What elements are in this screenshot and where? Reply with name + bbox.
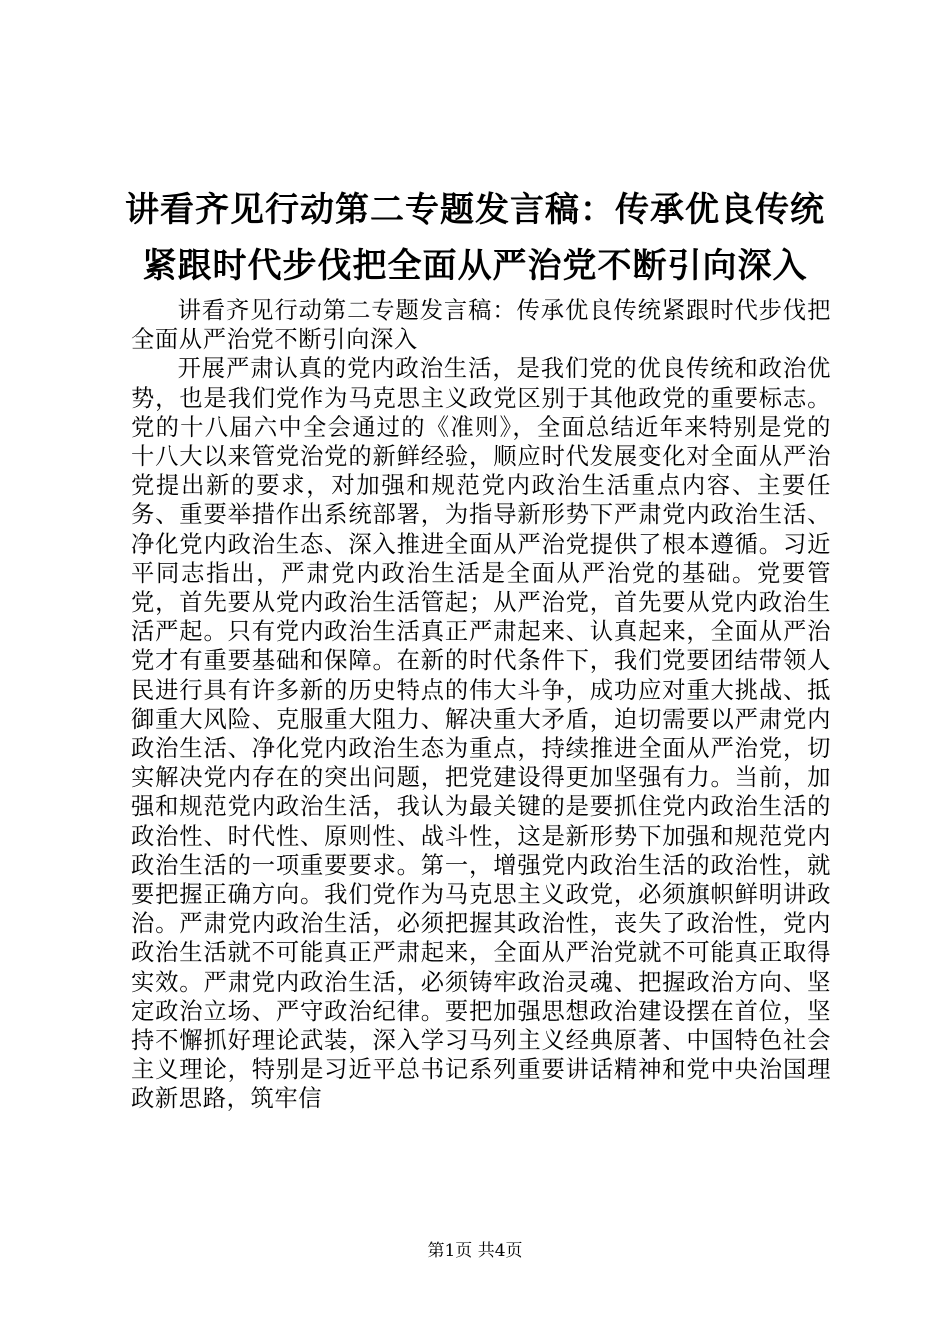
document-body — [131, 296, 831, 1114]
document-title-line-1: 讲看齐见行动第二专题发言稿：传承优良传统 — [125, 190, 825, 230]
document-title-line-2: 紧跟时代步伐把全面从严治党不断引向深入 — [142, 246, 808, 286]
main-paragraph: 开展严肃认真的党内政治生活，是我们党的优良传统和政治优势，也是我们党作为马克思主义政党区别于其他政党的重要标志。党的十八届六中全会通过的《准则》，全面总结近年来特别是党的十八大以来管党治党的新鲜经验，顺应时代发展变化对全面从严治党提出新的要求，对加强和规范党内政治生活重点内容、主要任务、重要举措作出系统部署，为指导新形势下严肃党内政治生活、净化党内政治生态、深入推进全面从严治党提供了根本遵循。习近平同志指出，严肃党内政治生活是全面从严治党的基础。党要管党，首先要从党内政治生活管起；从严治党，首先要从党内政治生活严起。只有党内政治生活真正严肃起来、认真起来，全面从严治党才有重要基础和保障。在新的时代条件下，我们党要团结带领人民进行具有许多新的历史特点的伟大斗争，成功应对重大挑战、抵御重大风险、克服重大阻力、解决重大矛盾，迫切需要以严肃党内政治生活、净化党内政治生态为重点，持续推进全面从严治党，切实解决党内存在的突出问题，把党建设得更加坚强有力。当前，加强和规范党内政治生活，我认为最关键的是要抓住党内政治生活的政治性、时代性、原则性、战斗性，这是新形势下加强和规范党内政治生活的一项重要要求。第一，增强党内政治生活的政治性，就要把握正确方向。我们党作为马克思主义政党，必须旗帜鲜明讲政治。严肃党内政治生活，必须把握其政治性，丧失了政治性，党内政治生活就不可能真正严肃起来，全面从严治党就不可能真正取得实效。严肃党内政治生活，必须铸牢政治灵魂、把握政治方向、坚定政治立场、严守政治纪律。要把加强思想政治建设摆在首位，坚持不懈抓好理论武装，深入学习马列主义经典原著、中国特色社会主义理论，特别是习近平总书记系列重要讲话精神和党中央治国理政新思路，筑牢信 — [131, 355, 831, 1113]
intro-paragraph: 讲看齐见行动第二专题发言稿：传承优良传统紧跟时代步伐把全面从严治党不断引向深入 — [131, 297, 831, 354]
page-footer: 第1页 共4页 — [427, 1241, 523, 1261]
